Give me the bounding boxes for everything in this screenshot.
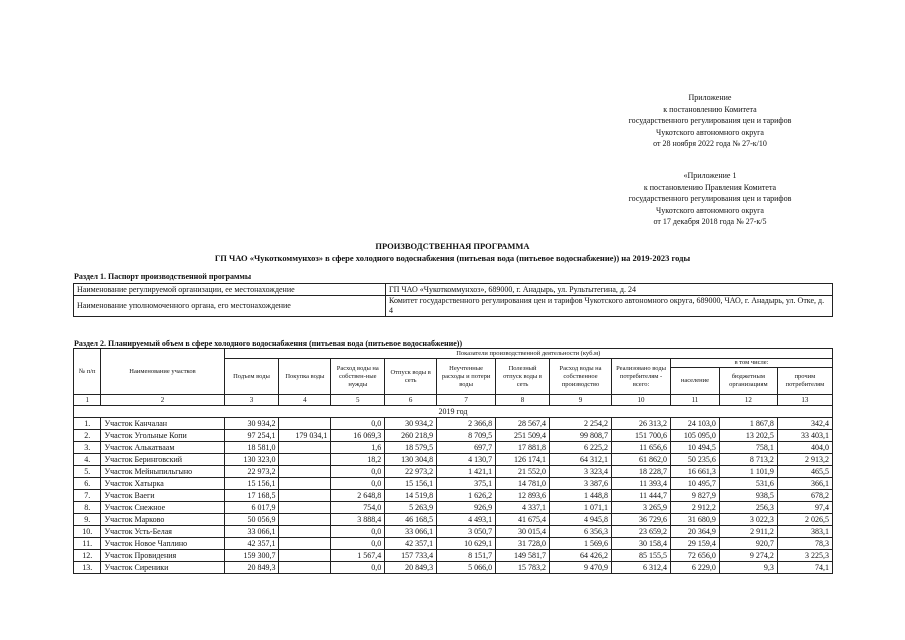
value-cell: 0,0	[331, 538, 385, 550]
value-cell: 72 656,0	[671, 550, 720, 562]
appendix-1-line: к постановлению Комитета	[663, 104, 757, 114]
site-name: Участок Новое Чаплино	[101, 538, 224, 550]
site-name: Участок Усть-Белая	[101, 526, 224, 538]
header-including: в том числе:	[671, 359, 833, 368]
value-cell: 251 509,4	[496, 430, 550, 442]
value-cell: 3 050,7	[437, 526, 496, 538]
value-cell: 1 569,6	[550, 538, 612, 550]
column-number: 12	[719, 395, 777, 406]
value-cell: 3 323,4	[550, 466, 612, 478]
passport-row	[74, 284, 833, 296]
value-cell: 0,0	[331, 478, 385, 490]
row-number: 6.	[74, 478, 101, 490]
table-row	[74, 490, 833, 502]
site-name: Участок Хатырка	[101, 478, 224, 490]
value-cell: 1 448,8	[550, 490, 612, 502]
value-cell: 85 155,5	[612, 550, 671, 562]
value-cell: 9 274,2	[719, 550, 777, 562]
column-number: 10	[612, 395, 671, 406]
value-cell: 465,5	[777, 466, 832, 478]
value-cell: 1 867,8	[719, 418, 777, 430]
value-cell: 2 912,2	[671, 502, 720, 514]
value-cell: 3 387,6	[550, 478, 612, 490]
value-cell: 3 225,3	[777, 550, 832, 562]
value-cell: 678,2	[777, 490, 832, 502]
site-name: Участок Марково	[101, 514, 224, 526]
value-cell: 28 567,4	[496, 418, 550, 430]
value-cell: 1 567,4	[331, 550, 385, 562]
value-cell: 15 156,1	[224, 478, 279, 490]
value-cell: 33 403,1	[777, 430, 832, 442]
header-c11: население	[671, 368, 720, 395]
value-cell	[279, 466, 331, 478]
value-cell: 260 218,9	[385, 430, 437, 442]
table-row	[74, 562, 833, 574]
value-cell: 26 313,2	[612, 418, 671, 430]
column-number: 4	[279, 395, 331, 406]
value-cell: 1 071,1	[550, 502, 612, 514]
value-cell: 31 728,0	[496, 538, 550, 550]
table-row	[74, 502, 833, 514]
value-cell	[279, 550, 331, 562]
value-cell: 30 934,2	[224, 418, 279, 430]
value-cell: 8 709,5	[437, 430, 496, 442]
column-number: 13	[777, 395, 832, 406]
value-cell: 6 229,0	[671, 562, 720, 574]
value-cell: 42 357,1	[385, 538, 437, 550]
value-cell: 36 729,6	[612, 514, 671, 526]
appendix-block-1	[595, 92, 825, 150]
passport-value: ГП ЧАО «Чукоткоммунхоз», 689000, г. Анадырь, ул. Рультытегина, д. 24	[386, 284, 833, 296]
row-number: 11.	[74, 538, 101, 550]
value-cell	[279, 454, 331, 466]
value-cell: 46 168,5	[385, 514, 437, 526]
header-c8: Полезный отпуск воды в сеть	[496, 359, 550, 395]
column-number: 5	[331, 395, 385, 406]
value-cell: 6 017,9	[224, 502, 279, 514]
value-cell: 5 066,0	[437, 562, 496, 574]
value-cell: 22 973,2	[385, 466, 437, 478]
value-cell	[279, 514, 331, 526]
value-cell: 8 151,7	[437, 550, 496, 562]
value-cell: 1 626,2	[437, 490, 496, 502]
column-number-row	[74, 395, 833, 406]
value-cell: 531,6	[719, 478, 777, 490]
row-number: 1.	[74, 418, 101, 430]
value-cell: 0,0	[331, 526, 385, 538]
year-label: 2019 год	[74, 406, 833, 418]
value-cell	[279, 490, 331, 502]
value-cell: 99 808,7	[550, 430, 612, 442]
value-cell: 33 066,1	[385, 526, 437, 538]
value-cell	[279, 418, 331, 430]
passport-table	[73, 283, 833, 317]
site-name: Участок Ваеги	[101, 490, 224, 502]
value-cell: 15 783,2	[496, 562, 550, 574]
value-cell: 1 421,1	[437, 466, 496, 478]
value-cell: 758,1	[719, 442, 777, 454]
value-cell: 11 393,4	[612, 478, 671, 490]
site-name: Участок Угольные Копи	[101, 430, 224, 442]
value-cell: 74,1	[777, 562, 832, 574]
header-indicators: Показатели производственной деятельности (куб.м)	[224, 349, 832, 359]
site-name: Участок Канчалан	[101, 418, 224, 430]
value-cell: 29 159,4	[671, 538, 720, 550]
value-cell: 2 911,2	[719, 526, 777, 538]
value-cell: 6 312,4	[612, 562, 671, 574]
row-number: 13.	[74, 562, 101, 574]
value-cell: 159 300,7	[224, 550, 279, 562]
row-number: 2.	[74, 430, 101, 442]
value-cell: 42 357,1	[224, 538, 279, 550]
value-cell: 22 973,2	[224, 466, 279, 478]
value-cell: 4 130,7	[437, 454, 496, 466]
column-number: 6	[385, 395, 437, 406]
value-cell: 17 881,8	[496, 442, 550, 454]
header-c7: Неучтенные расходы и потери воды	[437, 359, 496, 395]
value-cell: 4 493,1	[437, 514, 496, 526]
value-cell: 9 470,9	[550, 562, 612, 574]
header-name: Наименование участков	[101, 349, 224, 395]
row-number: 4.	[74, 454, 101, 466]
value-cell: 1,6	[331, 442, 385, 454]
value-cell: 20 849,3	[385, 562, 437, 574]
value-cell: 3 022,3	[719, 514, 777, 526]
value-cell: 1 101,9	[719, 466, 777, 478]
header-c6: Отпуск воды в сеть	[385, 359, 437, 395]
value-cell: 2 648,8	[331, 490, 385, 502]
value-cell: 33 066,1	[224, 526, 279, 538]
row-number: 10.	[74, 526, 101, 538]
table-row	[74, 478, 833, 490]
value-cell: 30 934,2	[385, 418, 437, 430]
volume-table	[73, 348, 833, 574]
value-cell: 31 680,9	[671, 514, 720, 526]
value-cell: 4 337,1	[496, 502, 550, 514]
appendix-1-line: от 28 ноября 2022 года № 27-к/10	[653, 139, 767, 148]
value-cell: 20 849,3	[224, 562, 279, 574]
passport-row	[74, 296, 833, 317]
column-number: 2	[101, 395, 224, 406]
value-cell: 64 312,1	[550, 454, 612, 466]
value-cell: 366,1	[777, 478, 832, 490]
year-row	[74, 406, 833, 418]
appendix-2-line: государственного регулирования цен и тарифов	[628, 194, 792, 203]
value-cell: 18 228,7	[612, 466, 671, 478]
value-cell: 8 713,2	[719, 454, 777, 466]
value-cell: 130 323,0	[224, 454, 279, 466]
value-cell: 2 913,2	[777, 454, 832, 466]
value-cell: 6 225,2	[550, 442, 612, 454]
site-name: Участок Алькатваам	[101, 442, 224, 454]
value-cell: 11 656,6	[612, 442, 671, 454]
value-cell: 50 235,6	[671, 454, 720, 466]
site-name: Участок Сиреники	[101, 562, 224, 574]
table-row	[74, 550, 833, 562]
header-c4: Покупка воды	[279, 359, 331, 395]
value-cell: 920,7	[719, 538, 777, 550]
passport-label: Наименование уполномоченного органа, его местонахождение	[74, 296, 386, 317]
appendix-2-line: Чукотского автономного округа	[656, 205, 764, 215]
table-row	[74, 466, 833, 478]
appendix-2-line: «Приложение 1	[683, 171, 737, 180]
value-cell: 10 495,7	[671, 478, 720, 490]
value-cell: 6 356,3	[550, 526, 612, 538]
value-cell: 10 494,5	[671, 442, 720, 454]
column-number: 11	[671, 395, 720, 406]
value-cell: 4 945,8	[550, 514, 612, 526]
value-cell: 61 862,0	[612, 454, 671, 466]
value-cell: 20 364,9	[671, 526, 720, 538]
header-c9: Расход воды на собственное производство	[550, 359, 612, 395]
value-cell: 50 056,9	[224, 514, 279, 526]
appendix-2-line: от 17 декабря 2018 года № 27-к/5	[653, 217, 767, 226]
passport-label: Наименование регулируемой организации, ее местонахождение	[74, 284, 386, 296]
value-cell: 5 263,9	[385, 502, 437, 514]
value-cell: 10 629,1	[437, 538, 496, 550]
row-number: 9.	[74, 514, 101, 526]
value-cell: 97,4	[777, 502, 832, 514]
value-cell: 2 366,8	[437, 418, 496, 430]
value-cell: 16 069,3	[331, 430, 385, 442]
site-name: Участок Беринговский	[101, 454, 224, 466]
value-cell: 0,0	[331, 562, 385, 574]
value-cell: 105 095,0	[671, 430, 720, 442]
value-cell: 3 888,4	[331, 514, 385, 526]
value-cell: 126 174,1	[496, 454, 550, 466]
value-cell: 2 026,5	[777, 514, 832, 526]
value-cell: 78,3	[777, 538, 832, 550]
column-number: 7	[437, 395, 496, 406]
value-cell	[279, 442, 331, 454]
table-row	[74, 430, 833, 442]
header-c12: бюджетным организациям	[719, 368, 777, 395]
value-cell	[279, 562, 331, 574]
value-cell: 130 304,8	[385, 454, 437, 466]
header-c13: прочим потребителям	[777, 368, 832, 395]
value-cell: 16 661,3	[671, 466, 720, 478]
row-number: 7.	[74, 490, 101, 502]
site-name: Участок Снежное	[101, 502, 224, 514]
table-row	[74, 454, 833, 466]
value-cell	[279, 538, 331, 550]
row-number: 3.	[74, 442, 101, 454]
value-cell: 18 579,5	[385, 442, 437, 454]
table-row	[74, 442, 833, 454]
value-cell: 3 265,9	[612, 502, 671, 514]
value-cell: 151 700,6	[612, 430, 671, 442]
volume-table-body	[74, 395, 833, 574]
value-cell: 18,2	[331, 454, 385, 466]
appendix-1-line: Чукотского автономного округа	[656, 127, 764, 137]
column-number: 3	[224, 395, 279, 406]
value-cell: 2 254,2	[550, 418, 612, 430]
site-name: Участок Мейныпильгыно	[101, 466, 224, 478]
value-cell: 157 733,4	[385, 550, 437, 562]
value-cell: 13 202,5	[719, 430, 777, 442]
table-row	[74, 514, 833, 526]
header-c3: Подъем воды	[224, 359, 279, 395]
value-cell: 15 156,1	[385, 478, 437, 490]
value-cell: 12 893,6	[496, 490, 550, 502]
row-number: 12.	[74, 550, 101, 562]
appendix-2-line: к постановлению Правления Комитета	[643, 182, 777, 192]
value-cell: 256,3	[719, 502, 777, 514]
program-title: ПРОИЗВОДСТВЕННАЯ ПРОГРАММА	[375, 241, 530, 251]
column-number: 8	[496, 395, 550, 406]
appendix-1-line: государственного регулирования цен и тарифов	[628, 116, 792, 125]
value-cell: 14 781,0	[496, 478, 550, 490]
appendix-block-2	[595, 170, 825, 228]
value-cell: 18 581,0	[224, 442, 279, 454]
value-cell	[279, 526, 331, 538]
table-row	[74, 526, 833, 538]
value-cell: 17 168,5	[224, 490, 279, 502]
value-cell	[279, 502, 331, 514]
section-1-heading: Раздел 1. Паспорт производственной программы	[74, 272, 252, 281]
value-cell: 30 158,4	[612, 538, 671, 550]
value-cell: 9 827,9	[671, 490, 720, 502]
value-cell: 149 581,7	[496, 550, 550, 562]
value-cell: 404,0	[777, 442, 832, 454]
value-cell: 342,4	[777, 418, 832, 430]
header-c10: Реализовано воды потребителям - всего:	[612, 359, 671, 395]
section-2-heading: Раздел 2. Планируемый объем в сфере холодного водоснабжения (питьевая вода (питьевое водоснабжение))	[74, 339, 463, 348]
site-name: Участок Провидения	[101, 550, 224, 562]
value-cell: 383,1	[777, 526, 832, 538]
table-row	[74, 538, 833, 550]
value-cell: 926,9	[437, 502, 496, 514]
value-cell: 375,1	[437, 478, 496, 490]
header-num: № п/п	[74, 349, 101, 395]
value-cell: 24 103,0	[671, 418, 720, 430]
value-cell: 21 552,0	[496, 466, 550, 478]
column-number: 9	[550, 395, 612, 406]
value-cell: 938,5	[719, 490, 777, 502]
value-cell: 23 659,2	[612, 526, 671, 538]
passport-value: Комитет государственного регулирования цен и тарифов Чукотского автономного округа, 689000, ЧАО, г. Анадырь, ул. Отке, д. 4	[386, 296, 833, 317]
value-cell: 9,3	[719, 562, 777, 574]
header-c5: Расход воды на собствен-ные нужды	[331, 359, 385, 395]
program-subtitle: ГП ЧАО «Чукоткоммунхоз» в сфере холодного водоснабжения (питьевая вода (питьевое водоснабжение)) на 2019-2023 годы	[214, 253, 691, 263]
value-cell: 11 444,7	[612, 490, 671, 502]
row-number: 5.	[74, 466, 101, 478]
value-cell: 0,0	[331, 418, 385, 430]
value-cell: 754,0	[331, 502, 385, 514]
row-number: 8.	[74, 502, 101, 514]
value-cell: 0,0	[331, 466, 385, 478]
table-row	[74, 418, 833, 430]
value-cell	[279, 478, 331, 490]
value-cell: 14 519,8	[385, 490, 437, 502]
value-cell: 41 675,4	[496, 514, 550, 526]
value-cell: 30 015,4	[496, 526, 550, 538]
appendix-1-line: Приложение	[688, 93, 732, 102]
value-cell: 64 426,2	[550, 550, 612, 562]
column-number: 1	[74, 395, 101, 406]
value-cell: 179 034,1	[279, 430, 331, 442]
value-cell: 697,7	[437, 442, 496, 454]
value-cell: 97 254,1	[224, 430, 279, 442]
